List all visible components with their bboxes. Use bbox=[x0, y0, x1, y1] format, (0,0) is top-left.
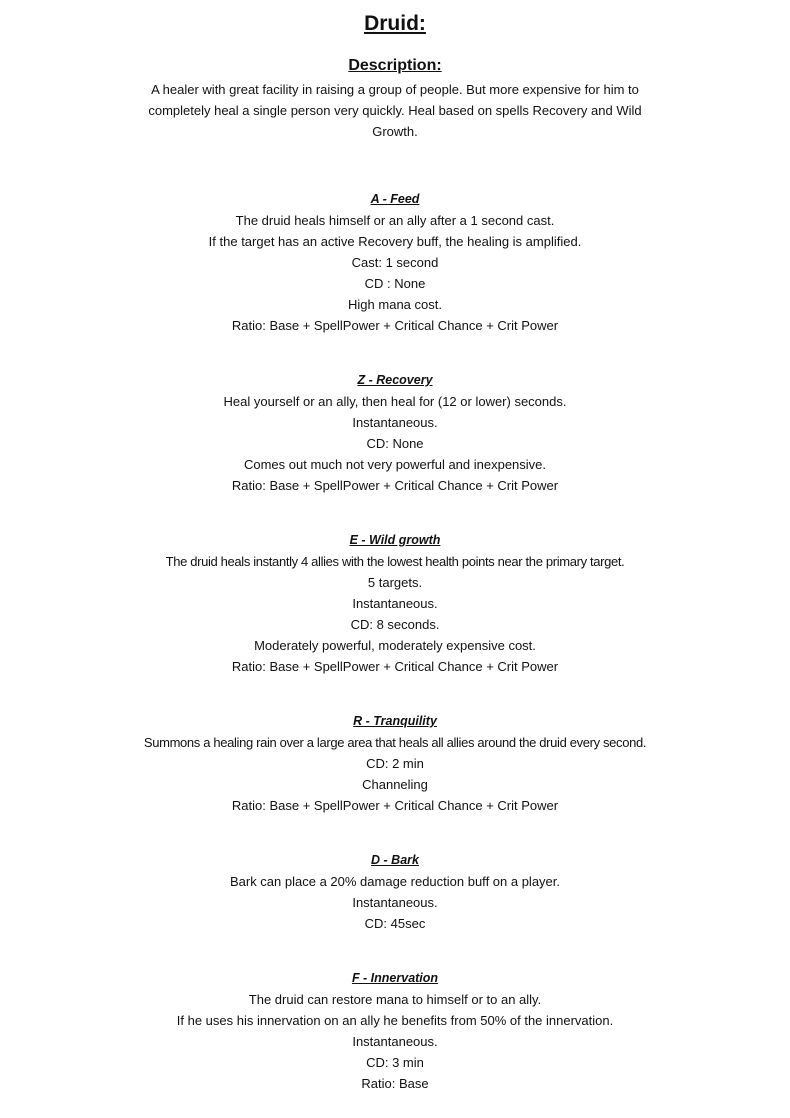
ability-line: Ratio: Base + SpellPower + Critical Chance + Crit Power bbox=[231, 478, 559, 493]
ability-line: 5 targets. bbox=[367, 575, 423, 590]
ability-line: Bark can place a 20% damage reduction buff on a player. bbox=[229, 874, 561, 889]
ability-line: Channeling bbox=[362, 777, 428, 792]
ability-title: R - Tranquility bbox=[353, 714, 437, 728]
ability-line: Comes out much not very powerful and inexpensive. bbox=[243, 457, 547, 472]
ability-line: Ratio: Base + SpellPower + Critical Chance + Crit Power bbox=[231, 659, 559, 674]
ability-line: Ratio: Base bbox=[361, 1076, 429, 1091]
ability-line: The druid heals himself or an ally after a 1 second cast. bbox=[235, 213, 555, 228]
ability-tranquility bbox=[0, 711, 790, 816]
ability-title: D - Bark bbox=[371, 853, 419, 867]
ability-line: Instantaneous. bbox=[352, 415, 438, 430]
ability-line: Ratio: Base + SpellPower + Critical Chance + Crit Power bbox=[231, 318, 559, 333]
ability-line: CD : None bbox=[364, 276, 426, 291]
ability-line: Heal yourself or an ally, then heal for (12 or lower) seconds. bbox=[223, 394, 567, 409]
ability-line: Instantaneous. bbox=[352, 596, 438, 611]
ability-bark bbox=[0, 850, 790, 934]
ability-line: If the target has an active Recovery buff, the healing is amplified. bbox=[208, 234, 582, 249]
ability-title: E - Wild growth bbox=[349, 533, 441, 547]
ability-line: Instantaneous. bbox=[352, 895, 438, 910]
description-text: A healer with great facility in raising a group of people. But more expensive for him to completely heal a single person very quickly. Heal based on spells Recovery and Wild Growth. bbox=[148, 82, 642, 139]
description-heading: Description: bbox=[348, 57, 442, 74]
ability-line: CD: 45sec bbox=[364, 916, 426, 931]
ability-line: The druid can restore mana to himself or to an ally. bbox=[248, 992, 542, 1007]
ability-wild-growth bbox=[0, 530, 790, 677]
ability-line: CD: 8 seconds. bbox=[350, 617, 440, 632]
ability-line: CD: None bbox=[366, 436, 424, 451]
ability-line: The druid heals instantly 4 allies with the lowest health points near the primary target. bbox=[165, 554, 625, 569]
ability-line: Ratio: Base + SpellPower + Critical Chance + Crit Power bbox=[231, 798, 559, 813]
ability-line: High mana cost. bbox=[348, 297, 442, 312]
ability-feed bbox=[0, 189, 790, 336]
ability-title: A - Feed bbox=[370, 192, 420, 206]
ability-line: Cast: 1 second bbox=[351, 255, 439, 270]
ability-title: F - Innervation bbox=[351, 971, 439, 985]
ability-line: Instantaneous. bbox=[352, 1034, 438, 1049]
ability-line: CD: 3 min bbox=[366, 1055, 424, 1070]
ability-line: Moderately powerful, moderately expensive cost. bbox=[254, 638, 536, 653]
ability-line: If he uses his innervation on an ally he benefits from 50% of the innervation. bbox=[176, 1013, 614, 1028]
ability-line: Summons a healing rain over a large area that heals all allies around the druid every second. bbox=[143, 735, 647, 750]
ability-innervation bbox=[0, 968, 790, 1094]
ability-recovery bbox=[0, 370, 790, 496]
ability-title: Z - Recovery bbox=[357, 373, 433, 387]
page-title: Druid: bbox=[364, 12, 426, 35]
ability-line: CD: 2 min bbox=[366, 756, 424, 771]
